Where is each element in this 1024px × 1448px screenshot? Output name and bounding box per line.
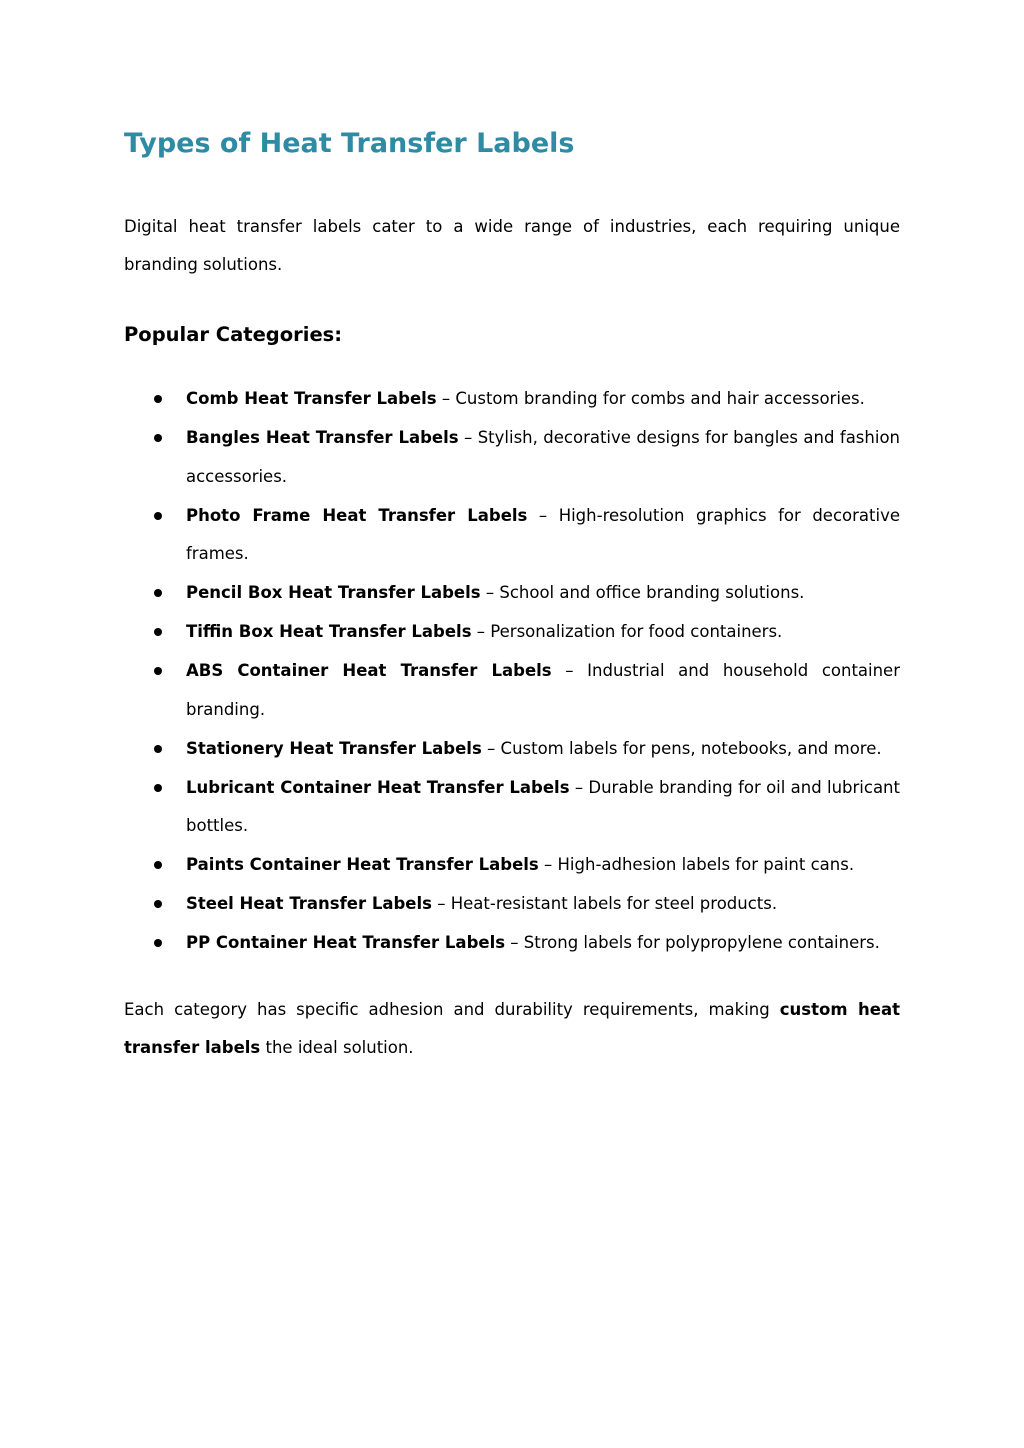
- category-description: Personalization for food containers.: [490, 622, 783, 641]
- category-description: High-adhesion labels for paint cans.: [557, 855, 855, 874]
- bullet-icon: [154, 667, 162, 675]
- category-separator: –: [505, 933, 524, 952]
- category-separator: –: [569, 777, 589, 797]
- intro-paragraph: Digital heat transfer labels cater to a wide range of industries, each requiring unique branding solutions.: [124, 217, 900, 274]
- category-description: Stylish, decorative designs for bangles and fashion accessories.: [186, 428, 900, 486]
- bullet-icon: [154, 628, 162, 636]
- closing-text-before: Each category has specific adhesion and durability requirements, making: [124, 999, 780, 1019]
- page-title: Types of Heat Transfer Labels: [124, 128, 575, 159]
- closing-text-after: the ideal solution.: [260, 1037, 414, 1057]
- list-item: [124, 497, 900, 574]
- category-name: Photo Frame Heat Transfer Labels: [186, 505, 528, 525]
- list-item: [124, 846, 900, 885]
- bullet-icon: [154, 434, 162, 442]
- category-name: Steel Heat Transfer Labels: [186, 894, 432, 913]
- category-name: Comb Heat Transfer Labels: [186, 389, 437, 408]
- category-separator: –: [431, 894, 451, 913]
- category-separator: –: [481, 738, 501, 758]
- bullet-icon: [154, 395, 162, 403]
- category-name: Tiffin Box Heat Transfer Labels: [186, 622, 472, 641]
- page-content: [124, 124, 900, 1067]
- category-description: High-resolution graphics for decorative frames.: [186, 505, 900, 563]
- bullet-icon: [154, 861, 162, 869]
- bullet-icon: [154, 745, 162, 753]
- list-item: [124, 730, 900, 769]
- bullet-icon: [154, 784, 162, 792]
- category-separator: –: [527, 505, 559, 525]
- category-description: Durable branding for oil and lubricant bottles.: [186, 777, 900, 835]
- bullet-icon: [154, 939, 162, 947]
- list-item: [124, 380, 900, 419]
- category-description: Custom labels for pens, notebooks, and more.: [500, 738, 882, 758]
- category-name: Pencil Box Heat Transfer Labels: [186, 583, 481, 602]
- category-description: School and office branding solutions.: [499, 583, 805, 602]
- category-separator: –: [471, 622, 491, 641]
- bullet-icon: [154, 512, 162, 520]
- closing-bold-text: custom heat transfer labels: [124, 999, 900, 1057]
- category-separator: –: [480, 583, 500, 602]
- list-item: [124, 613, 900, 652]
- categories-heading: Popular Categories:: [124, 323, 343, 346]
- closing-paragraph: [124, 991, 900, 1067]
- category-description: Heat-resistant labels for steel products.: [450, 894, 778, 913]
- category-separator: –: [458, 428, 478, 447]
- category-name: Lubricant Container Heat Transfer Labels: [186, 777, 570, 797]
- category-name: ABS Container Heat Transfer Labels: [186, 661, 552, 680]
- list-item: [124, 885, 900, 924]
- list-item: [124, 769, 900, 846]
- category-name: Bangles Heat Transfer Labels: [186, 428, 459, 447]
- bullet-icon: [154, 900, 162, 908]
- category-description: Industrial and household container branding.: [186, 661, 900, 719]
- category-name: Paints Container Heat Transfer Labels: [186, 855, 539, 874]
- category-name: Stationery Heat Transfer Labels: [186, 738, 482, 758]
- list-item: [124, 652, 900, 729]
- category-description: Custom branding for combs and hair accessories.: [455, 389, 865, 408]
- category-separator: –: [551, 661, 588, 680]
- category-description: Strong labels for polypropylene containers.: [523, 933, 880, 952]
- list-item: [124, 924, 900, 963]
- category-separator: –: [436, 389, 456, 408]
- category-name: PP Container Heat Transfer Labels: [186, 933, 506, 952]
- category-separator: –: [538, 855, 558, 874]
- list-item: [124, 574, 900, 613]
- list-item: [124, 419, 900, 496]
- category-list: [124, 380, 900, 963]
- bullet-icon: [154, 589, 162, 597]
